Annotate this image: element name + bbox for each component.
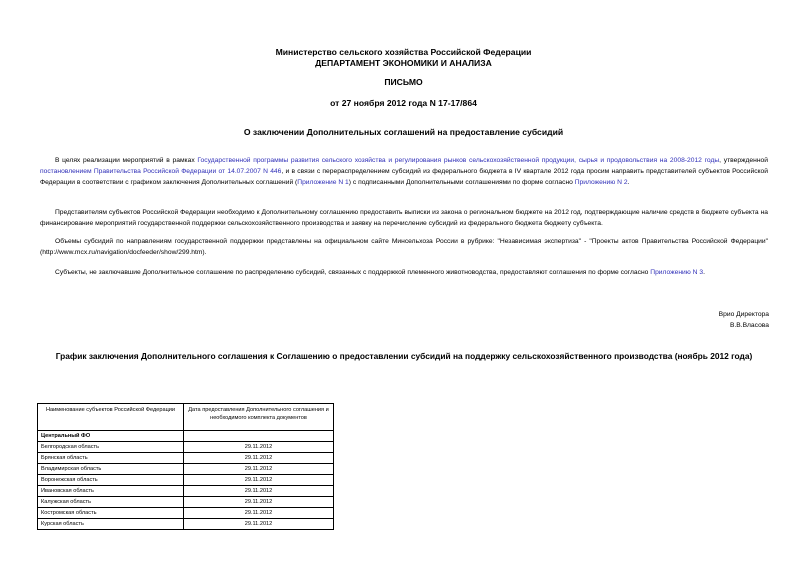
paragraph-1 — [40, 156, 768, 188]
table-row — [38, 464, 334, 475]
table-row — [38, 486, 334, 497]
document-type: ПИСЬМО — [384, 77, 423, 87]
submission-date: 29.11.2012 — [184, 497, 334, 508]
link-appendix-1[interactable]: Приложение N 1 — [297, 178, 349, 186]
table-row — [38, 442, 334, 453]
schedule-table — [37, 403, 334, 530]
p1-text-4: ) с подписанными Дополнительными соглашениями по форме согласно — [348, 178, 575, 186]
submission-date: 29.11.2012 — [184, 475, 334, 486]
p1-text-3: , и в связи с перераспределением субсидий из федерального бюджета в IV квартале 2012 года просим направить представителей субъектов Российской Федерации в соответствии с графиком заключения Дополнительных соглашений ( — [40, 167, 768, 186]
department-name: ДЕПАРТАМЕНТ ЭКОНОМИКИ И АНАЛИЗА — [315, 58, 492, 68]
signature-name: В.В.Власова — [729, 322, 769, 329]
region-name: Ивановская область — [38, 486, 184, 497]
schedule-table-wrapper — [37, 403, 334, 530]
table-header-row — [38, 404, 334, 431]
link-appendix-3[interactable]: Приложению N 3 — [650, 269, 704, 276]
region-name: Белгородская область — [38, 442, 184, 453]
p4-text-1: Субъекты, не заключавшие Дополнительное соглашение по распределению субсидий, связанных с поддержкой племенного животноводства, предоставляют соглашения по форме согласно — [55, 269, 651, 276]
group-empty-cell — [184, 431, 334, 442]
table-row — [38, 475, 334, 486]
region-name: Брянская область — [38, 453, 184, 464]
submission-date: 29.11.2012 — [184, 519, 334, 530]
submission-date: 29.11.2012 — [184, 453, 334, 464]
p4-text-2: . — [703, 269, 705, 276]
group-name: Центральный ФО — [38, 431, 184, 442]
ministry-name: Министерство сельского хозяйства Российской Федерации — [275, 47, 532, 57]
region-name: Костромская область — [38, 508, 184, 519]
submission-date: 29.11.2012 — [184, 486, 334, 497]
signature-position: Врио Директора — [718, 311, 769, 318]
link-state-program[interactable]: Государственной программы развития сельского хозяйства и регулирования рынков сельскохозяйственной продукции, сырья и продовольствия на 2008-2012 годы — [197, 157, 720, 164]
column-header-subject: Наименование субъектов Российской Федерации — [38, 404, 184, 431]
column-header-date: Дата предоставления Дополнительного соглашения и необходимого комплекта документов — [184, 404, 334, 431]
p1-text-5: . — [627, 178, 630, 186]
document-subject: О заключении Дополнительных соглашений на предоставление субсидий — [243, 127, 564, 137]
paragraph-4 — [40, 268, 768, 279]
p1-text-2: , утвержденной — [719, 157, 768, 164]
submission-date: 29.11.2012 — [184, 508, 334, 519]
region-name: Курская область — [38, 519, 184, 530]
table-row — [38, 453, 334, 464]
p1-text-1: В целях реализации мероприятий в рамках — [55, 157, 198, 164]
schedule-title: График заключения Дополнительного соглашения к Соглашению о предоставлении субсидий на поддержку сельскохозяйственного производства (ноябрь 2012 года) — [55, 351, 753, 361]
submission-date: 29.11.2012 — [184, 464, 334, 475]
link-appendix-2[interactable]: Приложению N 2 — [574, 178, 628, 186]
table-group-row — [38, 431, 334, 442]
table-row — [38, 519, 334, 530]
submission-date: 29.11.2012 — [184, 442, 334, 453]
table-row — [38, 497, 334, 508]
region-name: Калужская область — [38, 497, 184, 508]
table-row — [38, 508, 334, 519]
paragraph-3: Объемы субсидий по направлениям государственной поддержки представлены на официальном сайте Минсельхоза России в рубрике: "Независимая экспертиза" - "Проекты актов Правительства Российской Федерации" (http://www.mcx.ru/navigation/docfeeder/show/299.htm). — [40, 238, 768, 256]
document-date-number: от 27 ноября 2012 года N 17-17/864 — [330, 98, 477, 108]
paragraph-2: Представителям субъектов Российской Федерации необходимо к Дополнительному соглашению предоставить выписки из закона о региональном бюджете на 2012 год, подтверждающие наличие средств в бюджете субъекта на финансирование мероприятий государственной поддержки сельскохозяйственного производства и заявку на перечисление субсидий из федерального бюджета бюджету субъекта. — [40, 209, 768, 227]
region-name: Владимирская область — [38, 464, 184, 475]
region-name: Воронежская область — [38, 475, 184, 486]
link-government-decree[interactable]: постановлением Правительства Российской Федерации от 14.07.2007 N 446 — [40, 167, 282, 175]
